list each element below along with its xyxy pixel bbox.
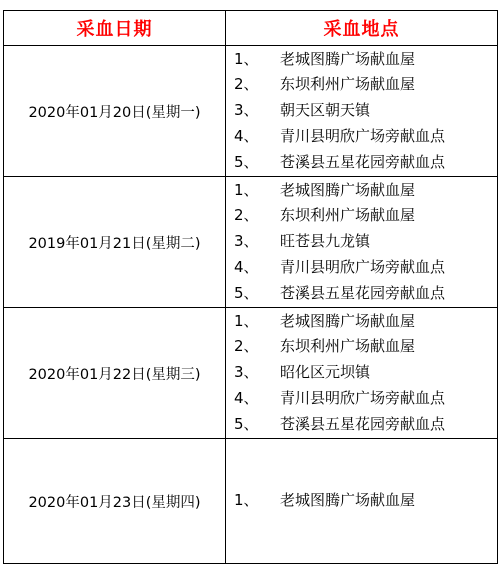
list-item — [226, 178, 497, 204]
location-column-header: 采血地点 — [226, 11, 498, 46]
donation-sites — [226, 177, 498, 308]
site-name: 旺苍县九龙镇 — [280, 232, 371, 251]
site-name: 昭化区元坝镇 — [280, 363, 371, 382]
blood-donation-schedule-table — [3, 10, 498, 564]
site-name: 青川县明欣广场旁献血点 — [280, 257, 446, 276]
list-item — [226, 255, 497, 281]
list-item — [226, 47, 497, 73]
list-item — [226, 309, 497, 335]
list-item — [226, 412, 497, 438]
list-item — [226, 360, 497, 386]
donation-date: 2020年01月22日(星期三) — [4, 308, 226, 439]
site-number: 1、 — [234, 311, 259, 330]
list-item — [226, 488, 497, 514]
site-name: 苍溪县五星花园旁献血点 — [280, 414, 446, 433]
site-name: 老城图腾广场献血屋 — [280, 311, 416, 330]
site-number: 4、 — [234, 388, 259, 407]
schedule-body — [4, 46, 498, 564]
donation-date: 2020年01月20日(星期一) — [4, 46, 226, 177]
site-name: 青川县明欣广场旁献血点 — [280, 126, 446, 145]
donation-sites — [226, 308, 498, 439]
site-name: 青川县明欣广场旁献血点 — [280, 388, 446, 407]
site-number: 1、 — [234, 491, 259, 510]
donation-date: 2019年01月21日(星期二) — [4, 177, 226, 308]
site-number: 5、 — [234, 414, 259, 433]
site-number: 1、 — [234, 49, 259, 68]
site-name: 东坝利州广场献血屋 — [280, 75, 416, 94]
donation-date: 2020年01月23日(星期四) — [4, 439, 226, 564]
site-number: 4、 — [234, 126, 259, 145]
table-header-row — [4, 11, 498, 46]
list-item — [226, 203, 497, 229]
list-item — [226, 150, 497, 176]
list-item — [226, 124, 497, 150]
site-number: 1、 — [234, 180, 259, 199]
table-row — [4, 439, 498, 564]
site-number: 5、 — [234, 283, 259, 302]
list-item — [226, 334, 497, 360]
list-item — [226, 229, 497, 255]
list-item — [226, 386, 497, 412]
list-item — [226, 98, 497, 124]
table-row — [4, 177, 498, 308]
site-name: 东坝利州广场献血屋 — [280, 337, 416, 356]
donation-sites — [226, 46, 498, 177]
table-row — [4, 46, 498, 177]
list-item — [226, 72, 497, 98]
site-name: 苍溪县五星花园旁献血点 — [280, 152, 446, 171]
site-number: 2、 — [234, 206, 259, 225]
site-number: 3、 — [234, 101, 259, 120]
site-number: 5、 — [234, 152, 259, 171]
site-name: 老城图腾广场献血屋 — [280, 49, 416, 68]
site-name: 朝天区朝天镇 — [280, 101, 371, 120]
site-number: 2、 — [234, 75, 259, 94]
site-number: 2、 — [234, 337, 259, 356]
list-item — [226, 281, 497, 307]
site-name: 老城图腾广场献血屋 — [280, 180, 416, 199]
site-number: 4、 — [234, 257, 259, 276]
site-name: 苍溪县五星花园旁献血点 — [280, 283, 446, 302]
table-row — [4, 308, 498, 439]
donation-sites — [226, 439, 498, 564]
site-number: 3、 — [234, 363, 259, 382]
site-name: 老城图腾广场献血屋 — [280, 491, 416, 510]
site-name: 东坝利州广场献血屋 — [280, 206, 416, 225]
site-number: 3、 — [234, 232, 259, 251]
date-column-header: 采血日期 — [4, 11, 226, 46]
